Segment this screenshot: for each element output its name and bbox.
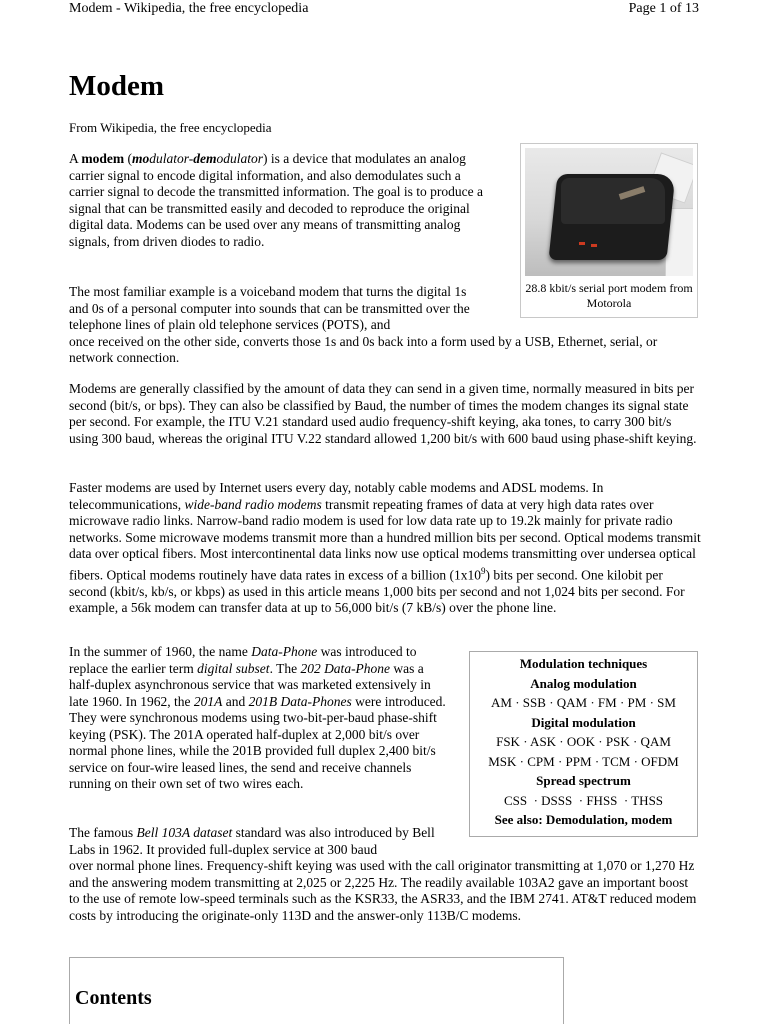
paragraph-bell-103a: The famous Bell 103A dataset standard was also introduced by Bell Labs in 1962. It provided full-duplex service at 300 baud over normal phone lines. Frequency-shift keying was used with the call originator transmitting at 1,070 or 1,270 Hz and the answering modem transmitting at 2,025 or 2,225 Hz. The readily available 103A2 gave an important boost to the use of remote low-speed terminals such as the KSR33, the ASR33, and the IBM 2741. AT&T reduced modem costs by introducing the originate-only 113D and the answer-only 113B/C modems. (69, 825, 697, 923)
navbox-digital-items-row1[interactable]: FSK · ASK · OOK · PSK · QAM (496, 734, 671, 749)
term-modem: modem (81, 151, 125, 166)
navbox-title: Modulation techniques (519, 656, 648, 671)
contents-title: Contents (75, 987, 152, 1009)
article-title: Modem (69, 70, 165, 102)
paragraph-classification: Modems are generally classified by the amount of data they can send in a given time, normally measured in bits per second (bit/s, or bps). They can also be classified by Baud, the number of times the modem changes its signal state per second. For example, the ITU V.21 standard used audio frequency-shift keying, aka tones, to carry 300 bit/s using 300 baud, whereas the original ITU V.22 standard allowed 1,200 bit/s with 600 baud using phase-shift keying. (69, 381, 697, 446)
table-of-contents (69, 957, 564, 1024)
link-wide-band-radio-modems[interactable]: wide-band radio modems (184, 496, 322, 512)
paragraph-data-phone: In the summer of 1960, the name Data-Phone was introduced to replace the earlier term digital subset. The 202 Data-Phone was a half-duplex asynchronous service that was marketed extensively in late 1960. In 1962, the 201A and 201B Data-Phones were introduced. They were synchronous modems using two-bit-per-baud phase-shift keying (PSK). The 201A operated half-duplex at 2,000 bit/s over normal phone lines, while the 201B provided full duplex 2,400 bit/s service on four-wire leased lines, the send and receive channels running on their own set of two wires each. (69, 644, 446, 791)
page-header (69, 0, 699, 20)
modulation-navbox (469, 651, 698, 837)
link-bell-103a-dataset[interactable]: Bell 103A dataset (136, 825, 233, 840)
modem-photo[interactable] (525, 148, 693, 276)
navbox-digital-heading: Digital modulation (531, 714, 636, 730)
article-source-line: From Wikipedia, the free encyclopedia (69, 120, 272, 135)
paragraph-intro: A modem (modulator-demodulator) is a device that modulates an analog carrier signal to encode digital information, and also demodulates such a carrier signal to decode the transmitted information. The goal is to produce a signal that can be transmitted easily and decoded to reproduce the original digital data. Modems can be used over any means of transmitting analog signals, from driven diodes to radio. (69, 151, 483, 249)
navbox-spread-heading: Spread spectrum (536, 773, 631, 788)
navbox-digital-items-row2[interactable]: MSK · CPM · PPM · TCM · OFDM (488, 753, 679, 769)
paragraph-faster-modems: Faster modems are used by Internet users every day, notably cable modems and ADSL modems. In telecommunications, wide-band radio modems transmit repeating frames of data at very high data rates over microwave radio links. Narrow-band radio modem is used for low data rate up to 19.2k mainly for private radio networks. Some microwave modems transmit more than a hundred million bits per second. Optical modems transmit data over optical fibers. Most intercontinental data links now use optical modems transmitting over undersea optical fibers. Optical modems routinely have data rates in excess of a billion $(1x10^9)$ bits per second. One kilobit per second (kbit/s, kb/s, or kbps) as used in this article means 1,000 bits per second and not 1,024 bits per second. For example, a 56k modem can transfer data at up to 56,000 bit/s (7 kB/s) over the phone line. (69, 480, 701, 615)
paragraph-voiceband: The most familiar example is a voiceband modem that turns the digital 1s and 0s of a personal computer into sounds that can be transmitted over the telephone lines of plain old telephone services (POTS), and once received on the other side, converts those 1s and 0s back into a form used by a USB, Ethernet, serial, or network connection. (69, 284, 658, 365)
navbox-analog-items[interactable]: AM · SSB · QAM · FM · PM · SM (491, 695, 676, 710)
header-page-number: Page 1 of 13 (628, 1, 699, 16)
header-title: Modem - Wikipedia, the free encyclopedia (69, 1, 309, 16)
navbox-see-also[interactable]: See also: Demodulation, modem (494, 812, 673, 827)
figure-caption: 28.8 kbit/s serial port modem from Motorola (525, 281, 693, 310)
navbox-spread-items[interactable]: CSS · DSSS · FHSS · THSS (503, 792, 664, 808)
navbox-analog-heading: Analog modulation (530, 675, 637, 691)
